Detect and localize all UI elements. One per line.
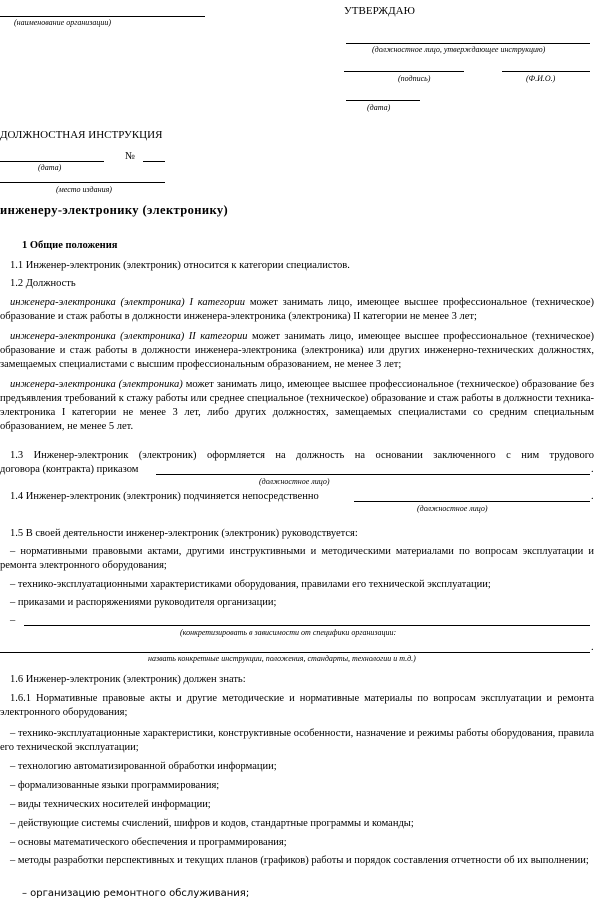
organization-caption: (наименование организации) [14,18,112,27]
guidance-specific-line-2 [0,652,590,653]
guidance-item-3: – приказами и распоряжениями руководителя организации; [10,597,277,608]
knowledge-item-1: – технико-эксплуатационные характеристики, конструктивные особенности, назначение и режимы работы оборудования, правила его технической эксплуатации; [0,728,594,753]
knowledge-item-4: – виды технических носителей информации; [10,799,211,810]
approver-signature-caption: (подпись) [398,74,431,83]
period-1-5: . [591,642,594,653]
category-2-requirements [0,330,594,372]
document-subject: инженеру-электронику (электронику) [0,203,229,217]
category-3-title: инженера-электроника (электроника) [10,379,183,390]
knowledge-item-6: – основы математического обеспечения и программирования; [10,837,287,848]
approver-position-line [346,43,590,44]
document-title: ДОЛЖНОСТНАЯ ИНСТРУКЦИЯ [0,129,163,141]
category-2-text: может занимать лицо, имеющее высшее профессиональное (техническое) образование и стаж работы в должности инженера-электроника (электроника) или других инженерно-технических должностях, замещаемых специалистами с высшим профессиональным образованием, не менее 3 лет; [0,331,594,370]
period-1-4: . [591,491,594,502]
document-number-line [143,161,165,162]
category-2-title: инженера-электроника (электроника) II категории [10,331,248,342]
approval-date-caption: (дата) [367,103,391,112]
category-3-text: может занимать лицо, имеющее высшее профессиональное (техническое) образование без предъявления требований к стажу работы или среднее специальное (техническое) образование и стаж работы в должности техника-электроника I категории не менее 3 лет, либо других должностях, замещаемых специалистами со средним специальным образованием, не менее 5 лет. [0,379,594,432]
knowledge-item-3: – формализованные языки программирования; [10,780,220,791]
guidance-item-1: – нормативными правовыми актами, другими инструктивными и методическими материалами по вопросам эксплуатации и ремонта электронного оборудования; [0,546,594,571]
approval-date-line [346,100,420,101]
guidance-specific-caption-1: (конкретизировать в зависимости от специфики организации: [180,628,397,637]
paragraph-1-4: 1.4 Инженер-электроник (электроник) подчиняется непосредственно [10,491,319,502]
order-official-caption: (должностное лицо) [259,477,330,486]
guidance-specific-caption-2: назвать конкретные инструкции, положения, стандарты, технологии и т.д.) [148,654,416,663]
organization-name-line [0,16,205,17]
paragraph-1-1: 1.1 Инженер-электроник (электроник) относится к категории специалистов. [10,260,350,271]
order-official-line [156,474,590,475]
knowledge-item-8: – организацию ремонтного обслуживания; [22,888,250,899]
paragraph-1-6-1: 1.6.1 Нормативные правовые акты и другие методические и нормативные материалы по вопросам эксплуатации и ремонта электронного оборудования; [0,693,594,718]
knowledge-item-2: – технологию автоматизированной обработки информации; [10,761,277,772]
guidance-item-2: – технико-эксплуатационными характеристиками оборудования, правилами его технической эксплуатации; [10,579,491,590]
document-place-caption: (место издания) [56,185,112,194]
approver-signature-line [344,71,464,72]
guidance-specific-line [24,625,590,626]
guidance-item-4-dash: – [10,615,16,626]
paragraph-1-6: 1.6 Инженер-электроник (электроник) должен знать: [10,674,246,685]
document-date-caption: (дата) [38,163,62,172]
document-place-line [0,182,165,183]
knowledge-item-5: – действующие системы счислений, шифров и кодов, стандартные программы и команды; [10,818,414,829]
superior-official-caption: (должностное лицо) [417,504,488,513]
superior-official-line [354,501,590,502]
period-1-3: . [591,464,594,475]
category-1-text: может занимать лицо, имеющее высшее профессиональное (техническое) образование и стаж работы в должности инженера-электроника (электроника) II категории не менее 3 лет; [0,297,594,322]
category-1-requirements [0,296,594,324]
paragraph-1-3-line2: договора (контракта) приказом [0,464,139,475]
document-date-line [0,161,104,162]
approver-name-caption: (Ф.И.О.) [526,74,556,83]
document-number-sign: № [125,151,136,162]
category-3-requirements [0,378,594,434]
category-1-title: инженера-электроника (электроника) I категории [10,297,246,308]
approver-name-line [502,71,590,72]
paragraph-1-5: 1.5 В своей деятельности инженер-электроник (электроник) руководствуется: [10,528,358,539]
knowledge-item-7: – методы разработки перспективных и текущих планов (графиков) работы и порядок составления отчетности об их выполнении; [10,855,589,866]
approver-position-caption: (должностное лицо, утверждающее инструкцию) [372,45,546,54]
paragraph-1-2: 1.2 Должность [10,278,76,289]
approve-label: УТВЕРЖДАЮ [344,5,415,17]
paragraph-1-3-line1: 1.3 Инженер-электроник (электроник) оформляется на должность на основании заключенного с ним трудового [10,450,594,461]
section-heading: 1 Общие положения [22,240,118,251]
